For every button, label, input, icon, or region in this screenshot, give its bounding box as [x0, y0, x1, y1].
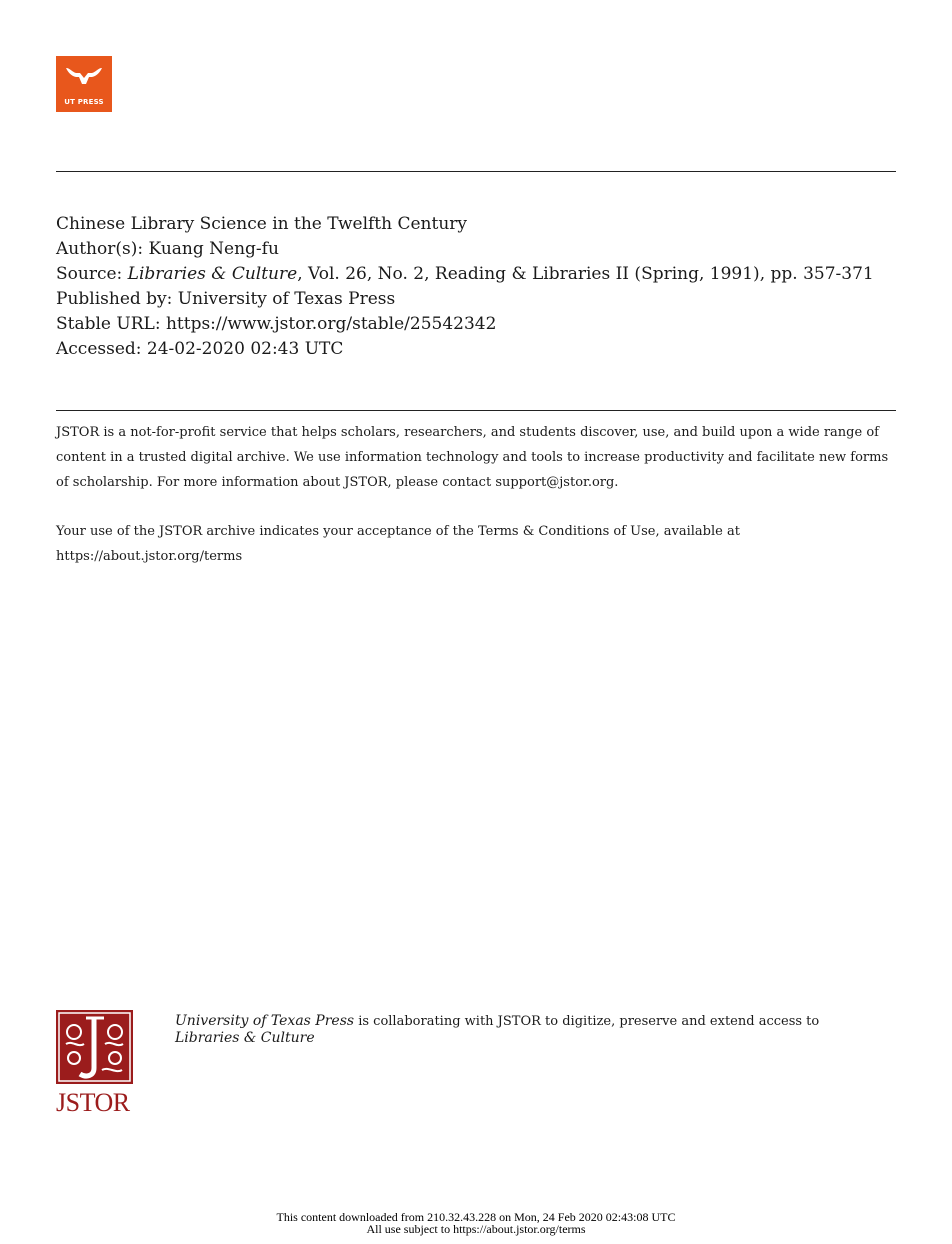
collaboration-publisher: University of Texas Press — [175, 1013, 355, 1029]
ut-press-logo — [56, 56, 112, 112]
jstor-logo-mark — [56, 1010, 133, 1084]
middle-divider — [56, 410, 896, 411]
collaboration-statement — [175, 1013, 875, 1047]
accessed-value: 24-02-2020 02:43 UTC — [146, 339, 344, 359]
accessed-label: Accessed: — [56, 339, 142, 359]
citation-block — [56, 212, 896, 362]
footer-terms-line: All use subject to https://about.jstor.org/terms — [366, 1222, 586, 1236]
source-journal: Libraries & Culture — [127, 264, 298, 284]
collaboration-journal: Libraries & Culture — [175, 1030, 315, 1046]
stable-url-link[interactable]: https://www.jstor.org/stable/25542342 — [165, 314, 497, 334]
stable-url-line — [56, 312, 896, 337]
publisher-label: Published by: — [56, 289, 173, 309]
publisher-value: University of Texas Press — [177, 289, 396, 309]
top-divider — [56, 171, 896, 172]
terms-notice-paragraph: Your use of the JSTOR archive indicates your acceptance of the Terms & Conditions of Use, available at https://about.jstor.org/terms — [56, 524, 740, 564]
author-line — [56, 237, 896, 262]
stable-url-label: Stable URL: — [56, 314, 161, 334]
source-label: Source: — [56, 264, 123, 284]
accessed-line — [56, 337, 896, 362]
jstor-notice-paragraph: JSTOR is a not-for-profit service that helps scholars, researchers, and students discover, use, and build upon a wide range of content in a trusted digital archive. We use information technology and tools to increase productivity and facilitate new forms of scholarship. For more information about JSTOR, please contact support@jstor.org. — [56, 425, 889, 490]
ut-press-logo-label: UT PRESS — [64, 98, 104, 106]
author-value: Kuang Neng-fu — [148, 239, 279, 259]
publisher-line — [56, 287, 896, 312]
jstor-logo-wordmark: JSTOR — [56, 1088, 130, 1117]
author-label: Author(s): — [56, 239, 144, 259]
source-details: , Vol. 26, No. 2, Reading & Libraries II (Spring, 1991), pp. 357-371 — [297, 264, 874, 284]
collaboration-text: is collaborating with JSTOR to digitize, preserve and extend access to — [354, 1014, 820, 1029]
article-title: Chinese Library Science in the Twelfth Century — [56, 214, 468, 234]
source-line — [56, 262, 896, 287]
longhorn-icon — [64, 64, 104, 90]
footer-download-line: This content downloaded from 210.32.43.228 on Mon, 24 Feb 2020 02:43:08 UTC — [276, 1210, 676, 1224]
jstor-ornament-icon — [56, 1010, 133, 1084]
